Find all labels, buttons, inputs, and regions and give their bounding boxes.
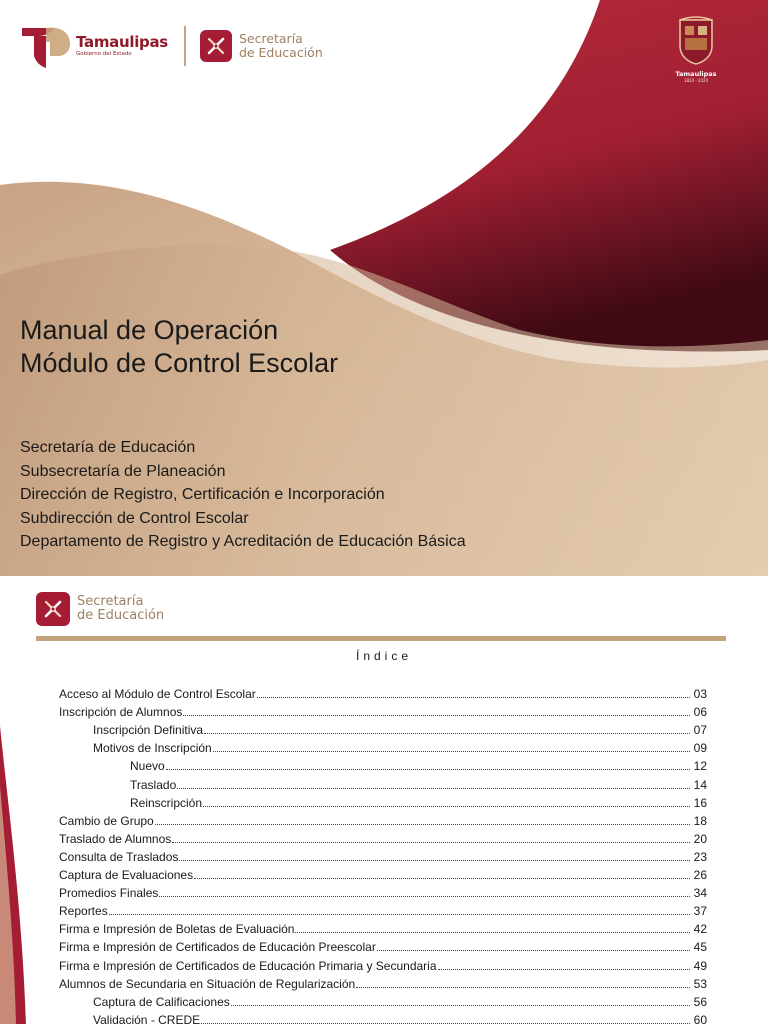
- toc-entry[interactable]: [59, 830, 707, 846]
- toc-entry-label: Alumnos de Secundaria en Situación de Regularización: [59, 976, 356, 991]
- toc-dot-leader: [166, 769, 690, 770]
- toc-entry-label: Traslado de Alumnos: [59, 831, 172, 846]
- department-line: Subsecretaría de Planeación: [20, 462, 226, 480]
- toc-entry-label: Motivos de Inscripción: [93, 741, 212, 756]
- toc-entry-page: 56: [693, 994, 707, 1009]
- toc-entry-page: 49: [693, 958, 707, 973]
- department-lines: [20, 436, 466, 554]
- toc-entry[interactable]: [59, 902, 707, 918]
- toc-entry[interactable]: [130, 794, 707, 810]
- department-line: Secretaría de Educación: [20, 439, 196, 456]
- toc-entry-page: 60: [693, 1012, 707, 1024]
- toc-entry-page: 07: [693, 723, 707, 738]
- toc-entry-label: Captura de Calificaciones: [93, 994, 230, 1009]
- toc-entry-page: 18: [693, 813, 707, 828]
- secretaria-logo-text: [77, 595, 164, 623]
- toc-entry[interactable]: [59, 866, 707, 882]
- toc-dot-leader: [204, 733, 690, 734]
- header-rule: [36, 636, 726, 641]
- toc-entry[interactable]: [93, 1011, 707, 1024]
- toc-entry-label: Promedios Finales: [59, 886, 159, 901]
- toc-entry-page: 45: [693, 940, 707, 955]
- secretaria-logo-icon: [36, 592, 70, 626]
- toc-entry-page: 16: [693, 795, 707, 810]
- toc-entry[interactable]: [59, 975, 707, 991]
- toc-dot-leader: [438, 969, 690, 970]
- toc-dot-leader: [109, 914, 690, 915]
- toc-dot-leader: [172, 842, 690, 843]
- toc-entry-page: 34: [693, 886, 707, 901]
- toc-dot-leader: [179, 860, 690, 861]
- toc-entry-label: Firma e Impresión de Certificados de Educación Preescolar: [59, 940, 376, 955]
- toc-dot-leader: [183, 715, 690, 716]
- toc-dot-leader: [159, 896, 690, 897]
- toc-entry[interactable]: [59, 884, 707, 900]
- toc-dot-leader: [155, 824, 690, 825]
- secretaria-logo-line2: de Educación: [77, 608, 165, 623]
- toc-entry-label: Captura de Evaluaciones: [59, 868, 194, 882]
- secretaria-logo-icon: [200, 30, 232, 62]
- tamaulipas-logo-subtitle: Gobierno del Estado: [76, 50, 132, 57]
- toc-entry-label: Cambio de Grupo: [59, 813, 154, 828]
- index-header-logo: [36, 592, 164, 626]
- toc-entry-page: 53: [693, 976, 707, 991]
- toc-entry-page: 26: [693, 868, 707, 882]
- title-line-1: Manual de Operación: [20, 315, 279, 345]
- secretaria-logo-text: [239, 32, 323, 60]
- toc-entry-label: Reinscripción: [130, 795, 203, 810]
- toc-entry-label: Nuevo: [130, 759, 165, 774]
- title-line-2: Módulo de Control Escolar: [20, 348, 339, 378]
- toc-entry[interactable]: [59, 812, 707, 828]
- toc-entry-label: Traslado: [130, 777, 177, 792]
- toc-dot-leader: [177, 788, 690, 789]
- toc-dot-leader: [213, 751, 690, 752]
- toc-dot-leader: [203, 806, 690, 807]
- toc-dot-leader: [194, 878, 690, 879]
- toc-entry[interactable]: [93, 739, 707, 755]
- toc-entry[interactable]: [59, 957, 707, 973]
- header-logos: [20, 22, 323, 70]
- index-title: Índice: [355, 649, 413, 663]
- toc-entry-page: 06: [693, 705, 707, 720]
- toc-entry-label: Inscripción de Alumnos: [59, 705, 183, 720]
- toc-entry[interactable]: [130, 776, 707, 792]
- secretaria-logo-line1: Secretaría: [77, 594, 144, 609]
- coat-of-arms-icon: [674, 16, 718, 66]
- toc-entry[interactable]: [93, 721, 707, 737]
- toc-entry[interactable]: [59, 938, 707, 954]
- toc-dot-leader: [377, 950, 690, 951]
- toc-entry[interactable]: [59, 920, 707, 936]
- crest-subtitle: 1824 · 2024: [683, 78, 709, 83]
- toc-entry[interactable]: [59, 848, 707, 864]
- toc-entry-label: Consulta de Traslados: [59, 849, 179, 864]
- toc-entry-label: Firma e Impresión de Certificados de Educación Primaria y Secundaria: [59, 958, 437, 973]
- toc-dot-leader: [295, 932, 690, 933]
- logo-divider: [184, 26, 186, 66]
- toc-dot-leader: [231, 1005, 690, 1006]
- toc-entry-page: 20: [693, 831, 707, 846]
- toc-entry-label: Validación - CREDE: [93, 1012, 201, 1024]
- toc-entry-page: 23: [693, 849, 707, 864]
- crest-name: Tamaulipas: [675, 70, 717, 78]
- toc-entry-page: 09: [693, 741, 707, 756]
- toc-entry-label: Firma e Impresión de Boletas de Evaluación: [59, 922, 295, 937]
- toc-entry[interactable]: [59, 685, 707, 701]
- toc-entry-label: Acceso al Módulo de Control Escolar: [59, 687, 256, 701]
- secretaria-logo-line1: Secretaría: [238, 31, 303, 46]
- toc-entry-page: 14: [693, 777, 707, 792]
- department-line: Departamento de Registro y Acreditación de Educación Básica: [20, 533, 466, 550]
- toc-entry-page: 12: [693, 759, 707, 774]
- index-page: [0, 576, 768, 1024]
- department-line: Dirección de Registro, Certificación e Incorporación: [20, 486, 385, 503]
- toc-dot-leader: [257, 697, 690, 698]
- toc-entry-label: Inscripción Definitiva: [93, 723, 204, 738]
- tamaulipas-logo-name: Tamaulipas: [76, 32, 168, 51]
- state-crest: [674, 16, 718, 83]
- index-side-swoosh: [0, 726, 30, 1024]
- secretaria-logo-line2: de Educación: [238, 45, 323, 60]
- toc-entry-label: Reportes: [59, 904, 108, 919]
- tamaulipas-logo-icon: [20, 22, 72, 70]
- toc-dot-leader: [356, 987, 690, 988]
- department-line: Subdirección de Control Escolar: [20, 509, 249, 527]
- toc-entry[interactable]: [59, 703, 707, 719]
- document-title: [20, 314, 338, 380]
- toc-entry-page: 37: [693, 904, 707, 919]
- toc-entry-page: 03: [693, 687, 707, 701]
- toc-entry[interactable]: [130, 757, 707, 773]
- toc-entry[interactable]: [93, 993, 707, 1009]
- toc-entry-page: 42: [693, 922, 707, 937]
